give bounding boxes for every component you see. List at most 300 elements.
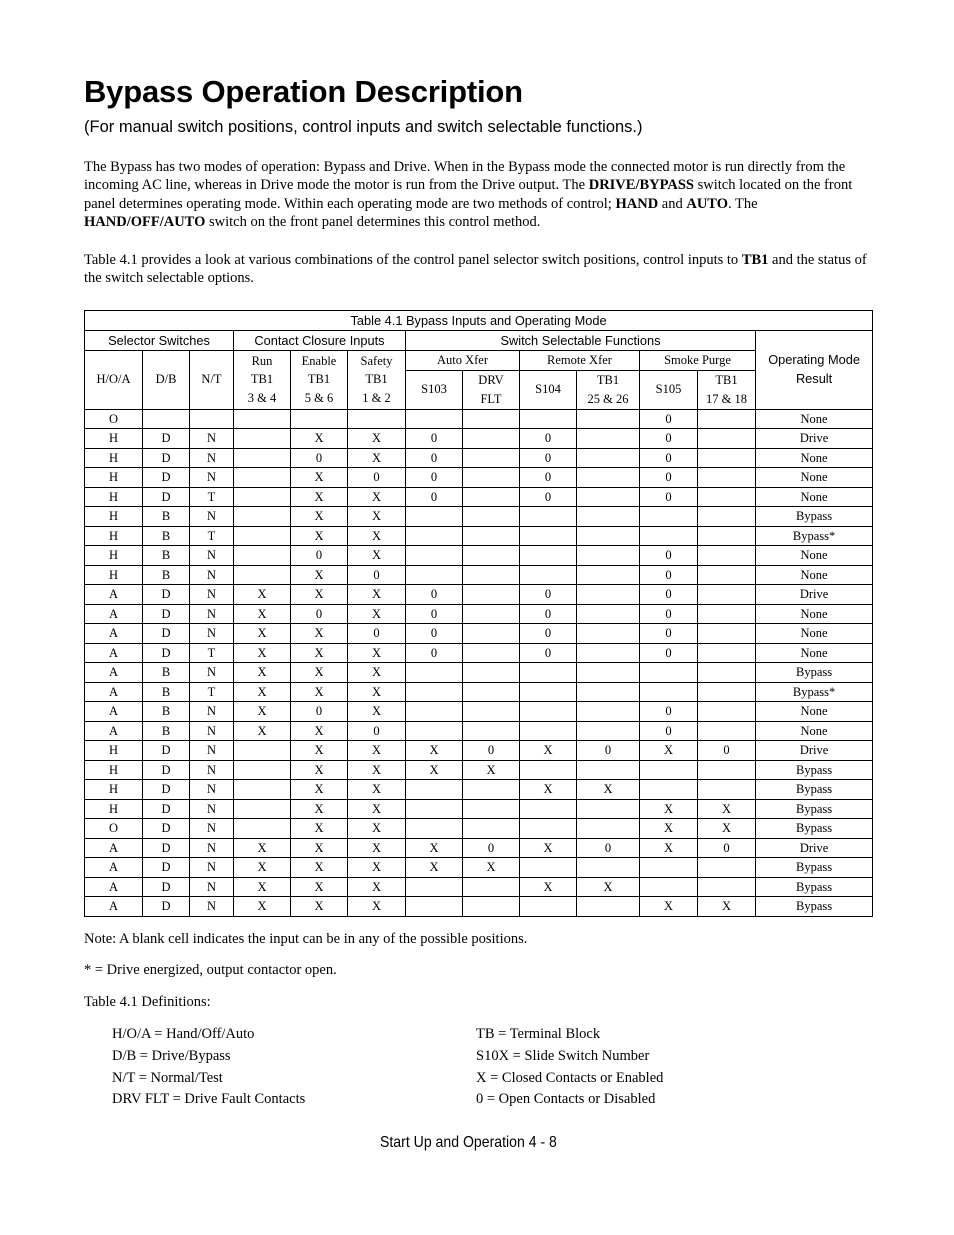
table-cell: X: [348, 585, 406, 605]
definition-item: TB = Terminal Block: [476, 1026, 601, 1042]
table-cell: Drive: [756, 838, 873, 858]
table-cell: None: [756, 448, 873, 468]
table-cell: [520, 565, 577, 585]
table-cell: X: [234, 682, 291, 702]
table-cell: [463, 702, 520, 722]
table-cell: N: [190, 877, 234, 897]
table-cell: None: [756, 468, 873, 488]
table-cell: X: [348, 429, 406, 449]
table-cell: X: [348, 838, 406, 858]
table-cell: 0: [406, 448, 463, 468]
bypass-inputs-table: [84, 310, 873, 917]
table-cell: 0: [640, 721, 698, 741]
header-s105: S105: [640, 371, 698, 410]
table-cell: A: [85, 604, 143, 624]
table-row: [85, 448, 873, 468]
table-cell: 0: [520, 585, 577, 605]
table-cell: [406, 702, 463, 722]
table-cell: A: [85, 877, 143, 897]
table-cell: [463, 721, 520, 741]
table-cell: X: [348, 877, 406, 897]
table-cell: 0: [520, 429, 577, 449]
table-cell: 0: [406, 624, 463, 644]
table-cell: X: [291, 682, 348, 702]
table-cell: X: [520, 780, 577, 800]
table-cell: X: [348, 507, 406, 527]
table-cell: Bypass*: [756, 526, 873, 546]
table-cell: A: [85, 663, 143, 683]
header-selector-switches: Selector Switches: [85, 331, 234, 351]
table-cell: D: [143, 448, 190, 468]
table-cell: [698, 780, 756, 800]
header-nt: N/T: [190, 351, 234, 410]
table-cell: D: [143, 429, 190, 449]
page-footer: Start Up and Operation 4 - 8: [380, 1134, 557, 1151]
table-cell: N: [190, 604, 234, 624]
table-cell: [406, 663, 463, 683]
table-cell: D: [143, 799, 190, 819]
table-cell: N: [190, 819, 234, 839]
table-cell: X: [291, 780, 348, 800]
table-row: [85, 663, 873, 683]
table-cell: [520, 663, 577, 683]
table-row: [85, 897, 873, 917]
table-cell: D: [143, 897, 190, 917]
table-cell: X: [640, 799, 698, 819]
paragraph-segment: and the status of the switch selectable options.: [84, 252, 867, 287]
paragraph-segment: HAND/OFF/AUTO: [84, 213, 206, 230]
table-cell: [406, 877, 463, 897]
table-cell: X: [406, 858, 463, 878]
table-cell: Drive: [756, 741, 873, 761]
table-cell: D: [143, 838, 190, 858]
table-row: [85, 721, 873, 741]
table-cell: [698, 721, 756, 741]
table-cell: A: [85, 643, 143, 663]
table-cell: N: [190, 838, 234, 858]
table-cell: [577, 663, 640, 683]
table-cell: [234, 741, 291, 761]
header-safety: [348, 351, 406, 410]
table-cell: [698, 487, 756, 507]
header-smoke-purge: Smoke Purge: [640, 351, 756, 371]
table-cell: A: [85, 838, 143, 858]
definition-item: DRV FLT = Drive Fault Contacts: [112, 1091, 306, 1108]
table-cell: D: [143, 643, 190, 663]
table-cell: [291, 409, 348, 429]
paragraph-segment: HAND: [615, 195, 659, 212]
table-row: [85, 604, 873, 624]
table-cell: N: [190, 624, 234, 644]
table-cell: [406, 682, 463, 702]
table-cell: X: [291, 643, 348, 663]
table-cell: B: [143, 702, 190, 722]
table-cell: X: [577, 877, 640, 897]
table-cell: [698, 526, 756, 546]
table-cell: [640, 682, 698, 702]
table-cell: X: [348, 546, 406, 566]
table-cell: [520, 897, 577, 917]
table-cell: [463, 663, 520, 683]
table-cell: B: [143, 526, 190, 546]
table-cell: [406, 780, 463, 800]
table-cell: Drive: [756, 429, 873, 449]
header-enable-tb: TB1: [307, 372, 331, 387]
table-cell: 0: [348, 624, 406, 644]
table-cell: B: [143, 507, 190, 527]
table-cell: X: [291, 741, 348, 761]
table-cell: 0: [520, 487, 577, 507]
table-row: [85, 780, 873, 800]
table-cell: [463, 526, 520, 546]
table-cell: X: [291, 429, 348, 449]
table-cell: X: [348, 799, 406, 819]
table-row: [85, 760, 873, 780]
table-cell: [190, 409, 234, 429]
table-cell: Bypass: [756, 760, 873, 780]
table-cell: 0: [520, 643, 577, 663]
table-cell: [406, 565, 463, 585]
paragraph-segment: The Bypass has two modes of operation: Bypass and Drive. When in the Bypass mode the connected motor is run directly from the incoming AC line, whereas in Drive mode the motor is run from the Drive output. The: [84, 159, 846, 194]
table-cell: D: [143, 780, 190, 800]
table-cell: D: [143, 604, 190, 624]
table-cell: H: [85, 526, 143, 546]
table-cell: A: [85, 702, 143, 722]
table-cell: [698, 546, 756, 566]
table-cell: None: [756, 702, 873, 722]
table-cell: [406, 409, 463, 429]
table-cell: [698, 429, 756, 449]
table-row: [85, 565, 873, 585]
table-cell: X: [698, 819, 756, 839]
table-row: [85, 624, 873, 644]
table-cell: X: [348, 702, 406, 722]
header-remote-tb: [577, 371, 640, 410]
table-cell: [577, 858, 640, 878]
table-cell: [520, 721, 577, 741]
table-row: [85, 585, 873, 605]
table-cell: [406, 721, 463, 741]
table-cell: N: [190, 897, 234, 917]
table-cell: [463, 565, 520, 585]
header-smoke-tb: [698, 371, 756, 410]
table-cell: [520, 507, 577, 527]
table-cell: X: [291, 526, 348, 546]
table-cell: [698, 877, 756, 897]
table-cell: None: [756, 721, 873, 741]
table-cell: 0: [406, 468, 463, 488]
table-cell: N: [190, 546, 234, 566]
table-cell: [463, 897, 520, 917]
table-cell: X: [406, 741, 463, 761]
table-cell: None: [756, 643, 873, 663]
table-cell: X: [520, 838, 577, 858]
header-switch-selectable-functions: Switch Selectable Functions: [406, 331, 756, 351]
table-cell: [577, 643, 640, 663]
table-cell: None: [756, 565, 873, 585]
header-operating-mode-result: Operating Mode Result: [756, 331, 873, 410]
table-cell: [698, 507, 756, 527]
table-cell: [463, 507, 520, 527]
definition-item: S10X = Slide Switch Number: [476, 1047, 650, 1064]
table-cell: 0: [640, 409, 698, 429]
table-cell: H: [85, 468, 143, 488]
table-cell: [698, 663, 756, 683]
table-cell: 0: [406, 643, 463, 663]
table-cell: [406, 819, 463, 839]
table-cell: [463, 799, 520, 819]
table-cell: D: [143, 741, 190, 761]
table-cell: N: [190, 448, 234, 468]
table-cell: 0: [640, 429, 698, 449]
table-cell: [698, 604, 756, 624]
table-row: [85, 643, 873, 663]
table-cell: D: [143, 468, 190, 488]
table-cell: X: [698, 799, 756, 819]
table-cell: T: [190, 526, 234, 546]
table-cell: None: [756, 487, 873, 507]
table-cell: 0: [640, 487, 698, 507]
table-cell: X: [291, 760, 348, 780]
table-cell: [463, 819, 520, 839]
table-cell: [463, 468, 520, 488]
table-cell: [234, 780, 291, 800]
table-cell: [234, 429, 291, 449]
table-cell: 0: [291, 702, 348, 722]
table-row: [85, 838, 873, 858]
table-cell: X: [291, 468, 348, 488]
table-cell: N: [190, 565, 234, 585]
table-cell: 0: [406, 429, 463, 449]
table-row: [85, 741, 873, 761]
table-cell: [406, 799, 463, 819]
table-cell: X: [348, 526, 406, 546]
header-enable: [291, 351, 348, 410]
table-cell: [698, 682, 756, 702]
table-cell: [698, 643, 756, 663]
table-cell: [234, 409, 291, 429]
table-cell: X: [348, 858, 406, 878]
table-row: [85, 409, 873, 429]
table-cell: [640, 780, 698, 800]
header-auto-xfer: Auto Xfer: [406, 351, 520, 371]
table-cell: [577, 702, 640, 722]
table-cell: 0: [640, 643, 698, 663]
table-cell: 0: [640, 468, 698, 488]
paragraph-segment: switch on the front panel determines this control method.: [205, 213, 541, 230]
table-cell: N: [190, 799, 234, 819]
table-cell: 0: [577, 838, 640, 858]
table-cell: H: [85, 741, 143, 761]
table-cell: X: [406, 838, 463, 858]
table-row: [85, 819, 873, 839]
paragraph-segment: AUTO: [686, 195, 728, 212]
table-cell: [640, 760, 698, 780]
definition-item: D/B = Drive/Bypass: [112, 1047, 231, 1064]
table-cell: X: [348, 760, 406, 780]
table-cell: H: [85, 760, 143, 780]
header-smoke-tb-label: TB1: [715, 373, 738, 387]
table-cell: 0: [406, 585, 463, 605]
table-cell: [234, 819, 291, 839]
header-s103: S103: [406, 371, 463, 410]
table-cell: N: [190, 741, 234, 761]
table-cell: X: [348, 604, 406, 624]
table-cell: [520, 526, 577, 546]
table-cell: X: [291, 838, 348, 858]
table-cell: 0: [640, 585, 698, 605]
table-cell: N: [190, 507, 234, 527]
table-cell: N: [190, 760, 234, 780]
table-cell: B: [143, 565, 190, 585]
table-cell: [577, 448, 640, 468]
table-cell: X: [291, 858, 348, 878]
table-cell: O: [85, 819, 143, 839]
table-cell: N: [190, 721, 234, 741]
table-cell: [520, 858, 577, 878]
table-cell: X: [348, 487, 406, 507]
table-cell: [234, 760, 291, 780]
table-cell: [577, 604, 640, 624]
table-cell: B: [143, 721, 190, 741]
table-cell: B: [143, 663, 190, 683]
header-hoa: H/O/A: [85, 351, 143, 410]
table-cell: 0: [640, 604, 698, 624]
table-cell: [463, 877, 520, 897]
definitions-heading: Table 4.1 Definitions:: [84, 994, 211, 1010]
table-cell: Bypass: [756, 897, 873, 917]
table-cell: A: [85, 858, 143, 878]
table-cell: [463, 780, 520, 800]
header-smoke-terminals: 17 & 18: [706, 391, 747, 406]
table-cell: 0: [520, 448, 577, 468]
paragraph-segment: Table 4.1 provides a look at various combinations of the control panel selector switch positions, control inputs to: [84, 252, 742, 268]
table-cell: Bypass*: [756, 682, 873, 702]
table-cell: 0: [463, 741, 520, 761]
table-cell: Drive: [756, 585, 873, 605]
table-cell: None: [756, 409, 873, 429]
table-cell: [698, 858, 756, 878]
table-cell: [463, 682, 520, 702]
table-cell: [577, 682, 640, 702]
table-cell: A: [85, 585, 143, 605]
table-cell: X: [291, 877, 348, 897]
table-cell: [698, 624, 756, 644]
paragraph-segment: . The: [728, 195, 758, 212]
header-enable-terminals: 5 & 6: [304, 391, 334, 406]
table-cell: None: [756, 624, 873, 644]
table-cell: [640, 507, 698, 527]
table-cell: [698, 468, 756, 488]
definitions-left-column: [112, 1024, 305, 1111]
table-cell: X: [520, 741, 577, 761]
table-cell: X: [348, 448, 406, 468]
table-cell: [463, 604, 520, 624]
table-cell: 0: [406, 487, 463, 507]
table-cell: [463, 643, 520, 663]
header-drv: DRV: [478, 373, 504, 387]
table-row: [85, 546, 873, 566]
table-cell: D: [143, 819, 190, 839]
table-cell: [640, 858, 698, 878]
table-cell: 0: [640, 546, 698, 566]
paragraph-segment: DRIVE/BYPASS: [588, 177, 694, 194]
table-cell: X: [348, 682, 406, 702]
table-cell: X: [291, 819, 348, 839]
table-caption: Table 4.1 Bypass Inputs and Operating Mode: [85, 311, 873, 331]
table-cell: Bypass: [756, 507, 873, 527]
table-cell: 0: [291, 448, 348, 468]
header-run-terminals: 3 & 4: [247, 391, 277, 406]
table-cell: Bypass: [756, 663, 873, 683]
header-safety-terminals: 1 & 2: [362, 391, 391, 406]
table-row: [85, 487, 873, 507]
paragraph-segment: and: [658, 195, 687, 212]
table-cell: X: [234, 663, 291, 683]
table-cell: N: [190, 585, 234, 605]
table-cell: A: [85, 682, 143, 702]
table-cell: [577, 897, 640, 917]
table-cell: X: [406, 760, 463, 780]
table-cell: X: [234, 897, 291, 917]
table-cell: [698, 702, 756, 722]
table-cell: X: [291, 565, 348, 585]
table-cell: H: [85, 448, 143, 468]
table-cell: H: [85, 780, 143, 800]
paragraph-segment: switch located on the front panel determines operating mode. Within each operating mode are two methods of control;: [84, 177, 853, 212]
table-cell: X: [291, 585, 348, 605]
table-cell: X: [348, 663, 406, 683]
table-row: [85, 858, 873, 878]
table-cell: A: [85, 721, 143, 741]
table-cell: X: [234, 604, 291, 624]
header-remote-tb-label: TB1: [596, 373, 620, 387]
table-cell: [640, 877, 698, 897]
header-drv-flt: [463, 371, 520, 410]
table-cell: X: [291, 721, 348, 741]
table-cell: [577, 487, 640, 507]
table-cell: B: [143, 546, 190, 566]
table-cell: N: [190, 468, 234, 488]
table-cell: X: [348, 897, 406, 917]
table-cell: [577, 468, 640, 488]
table-cell: X: [640, 819, 698, 839]
table-cell: 0: [520, 468, 577, 488]
table-cell: H: [85, 565, 143, 585]
header-enable-label: Enable: [301, 353, 337, 368]
table-cell: [520, 546, 577, 566]
header-contact-closure-inputs: Contact Closure Inputs: [234, 331, 406, 351]
table-cell: D: [143, 858, 190, 878]
table-cell: [577, 507, 640, 527]
table-cell: X: [234, 643, 291, 663]
table-cell: H: [85, 546, 143, 566]
table-cell: 0: [640, 565, 698, 585]
table-cell: [577, 799, 640, 819]
table-cell: [520, 702, 577, 722]
table-cell: [577, 819, 640, 839]
table-cell: X: [234, 702, 291, 722]
table-cell: X: [463, 760, 520, 780]
header-remote-terminals: 25 & 26: [587, 391, 629, 406]
table-cell: [520, 682, 577, 702]
note-asterisk: * = Drive energized, output contactor open.: [84, 962, 337, 978]
table-cell: X: [463, 858, 520, 878]
header-safety-tb: TB1: [365, 372, 388, 387]
table-row: [85, 507, 873, 527]
table-cell: [463, 448, 520, 468]
table-cell: 0: [577, 741, 640, 761]
